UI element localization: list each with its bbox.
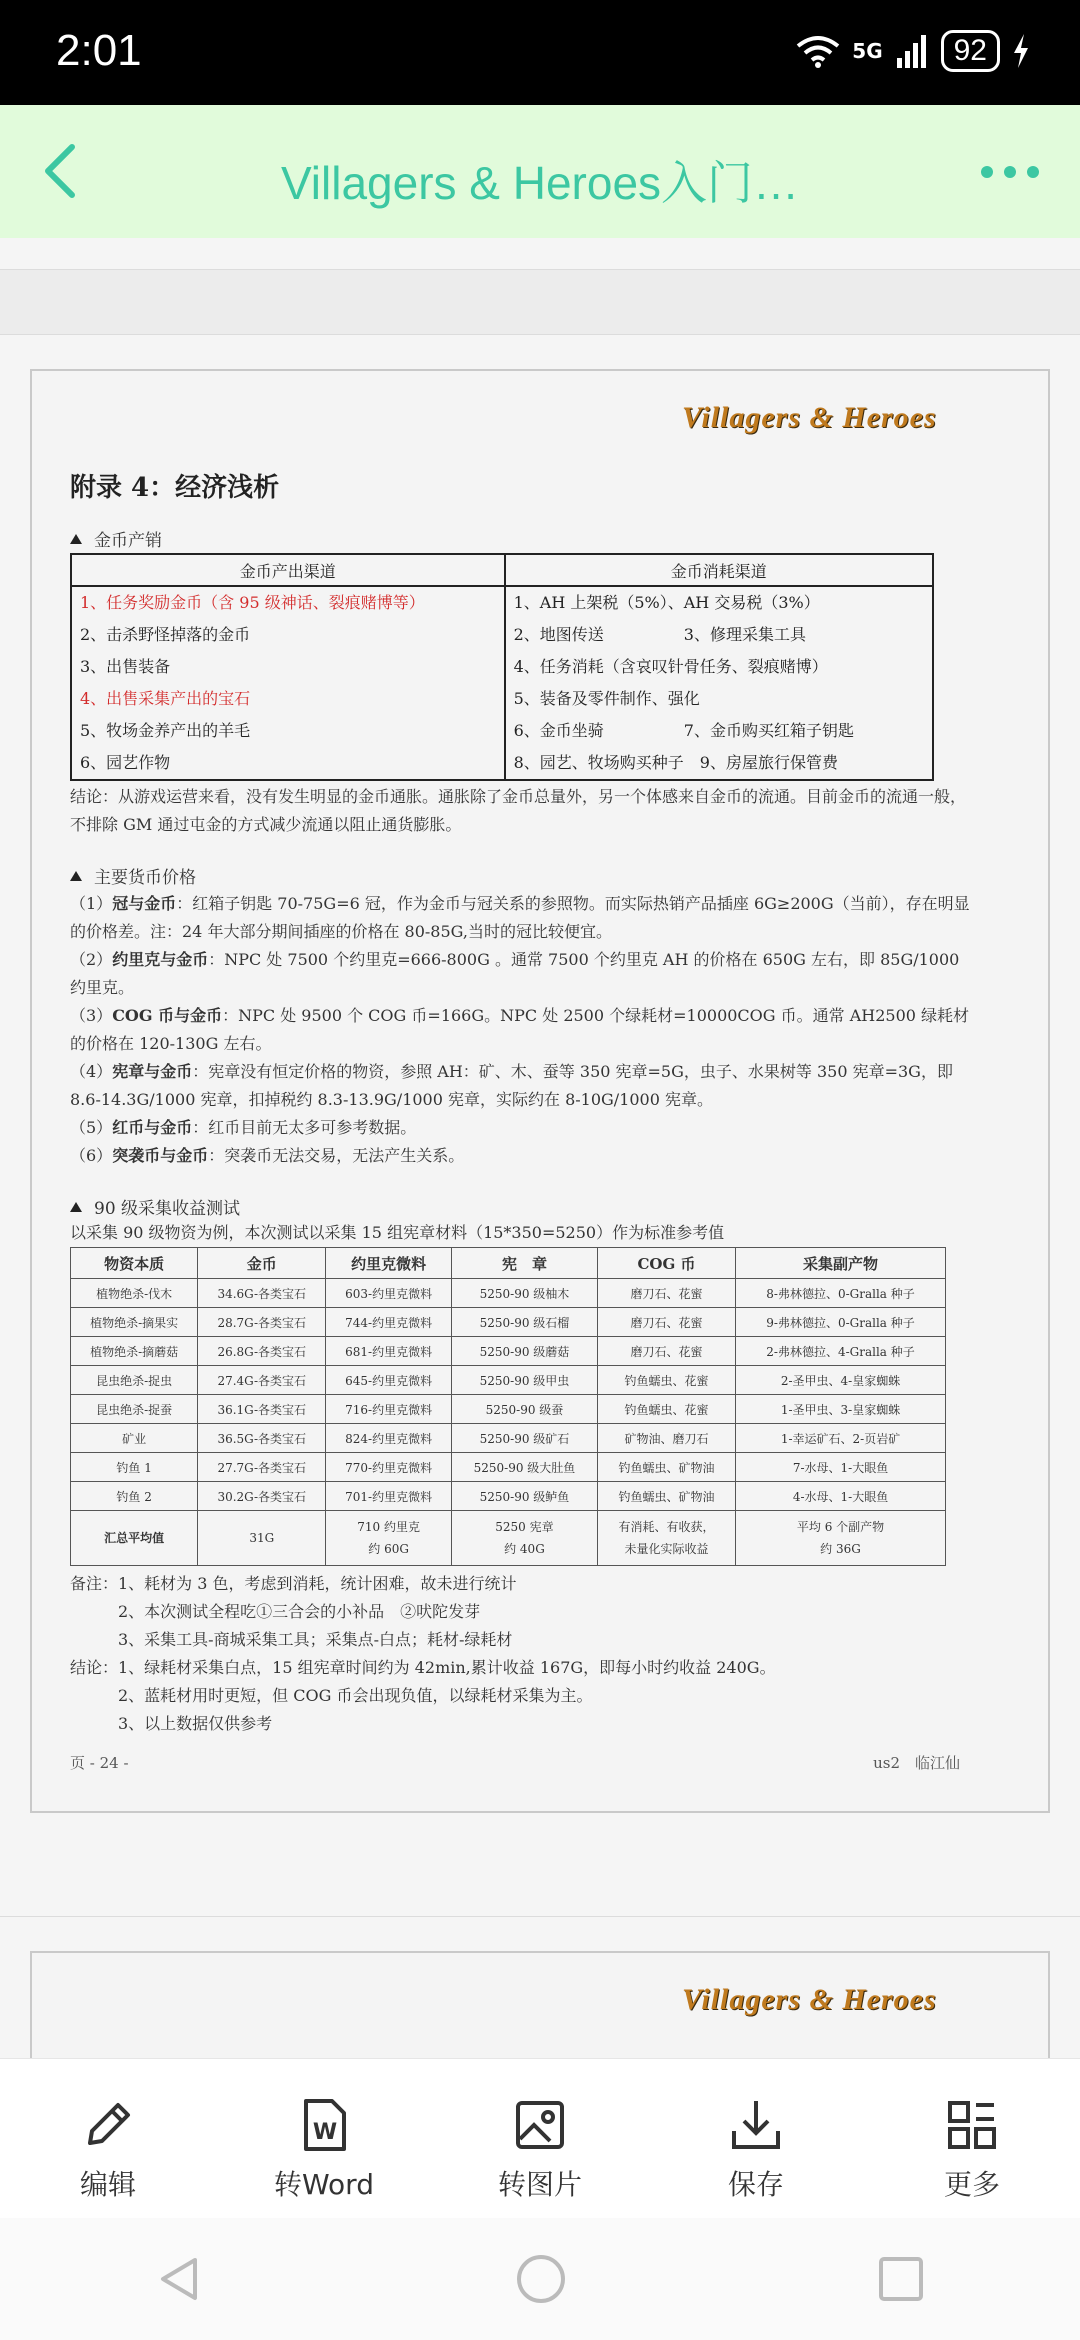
note-line: 3、以上数据仅供参考 xyxy=(70,1714,273,1733)
gold-flow-table xyxy=(70,553,934,781)
table-cell: 716-约里克微料 xyxy=(326,1395,452,1424)
convert-image-button[interactable]: 转图片 xyxy=(450,2059,630,2219)
table-header: 金币产出渠道 xyxy=(71,554,505,586)
wifi-icon xyxy=(796,34,840,68)
table-header: 约里克微料 xyxy=(326,1248,452,1279)
gathering-table xyxy=(70,1247,946,1566)
table-cell: 2-弗林德拉、4-Gralla 种子 xyxy=(736,1337,946,1366)
page-footer xyxy=(70,1752,960,1773)
charging-icon xyxy=(1012,34,1030,68)
consumption-cell: 4、任务消耗（含哀叹针骨任务、裂痕赌博） xyxy=(505,651,933,683)
price-item: （5）红币与金币：红币目前无太多可参考数据。 xyxy=(70,1118,417,1137)
note-line: 2、本次测试全程吃①三合会的小补品 ②吠陀发芽 xyxy=(70,1602,481,1621)
page-content xyxy=(70,467,980,1773)
consumption-cell: 5、装备及零件制作、强化 xyxy=(505,683,933,715)
table-cell: 植物绝杀-摘果实 xyxy=(71,1308,198,1337)
note-line: 3、采集工具-商城采集工具；采集点-白点；耗材-绿耗材 xyxy=(70,1630,513,1649)
table-cell: 5250-90 级石榴 xyxy=(452,1308,598,1337)
table-row xyxy=(71,1279,946,1308)
table-row xyxy=(71,619,933,651)
table-header: 金币消耗渠道 xyxy=(505,554,933,586)
document-page xyxy=(0,334,1080,2058)
table-cell: 8-弗林德拉、0-Gralla 种子 xyxy=(736,1279,946,1308)
table-cell: 2-圣甲虫、4-皇家蜘蛛 xyxy=(736,1366,946,1395)
table-cell: 矿物油、磨刀石 xyxy=(597,1424,735,1453)
previous-page xyxy=(0,238,1080,270)
table-cell: 5250-90 级鲈鱼 xyxy=(452,1482,598,1511)
table-cell: 34.6G-各类宝石 xyxy=(198,1279,326,1308)
table-cell: 770-约里克微料 xyxy=(326,1453,452,1482)
clock: 2:01 xyxy=(56,26,142,75)
section-currency-prices: 主要货币价格 xyxy=(70,863,980,888)
table-cell: 1-幸运矿石、2-页岩矿 xyxy=(736,1424,946,1453)
consumption-cell: 2、地图传送 3、修理采集工具 xyxy=(505,619,933,651)
price-item: （2）约里克与金币：NPC 处 7500 个约里克=666-800G 。通常 7500 个约里克 AH 的价格在 650G 左右，即 85G/1000 约里克。 xyxy=(70,950,960,997)
table-cell: 钓鱼蠕虫、矿物油 xyxy=(597,1453,735,1482)
table-cell: 824-约里克微料 xyxy=(326,1424,452,1453)
battery-indicator: 92 xyxy=(941,30,1000,72)
table-header: 金币 xyxy=(198,1248,326,1279)
average-cell: 平均 6 个副产物 约 36G xyxy=(736,1511,946,1566)
average-cell: 710 约里克 约 60G xyxy=(326,1511,452,1566)
consumption-cell: 8、园艺、牧场购买种子 9、房屋旅行保管费 xyxy=(505,747,933,780)
average-row xyxy=(71,1511,946,1566)
average-cell: 有消耗、有收获， 未量化实际收益 xyxy=(597,1511,735,1566)
table-cell: 27.7G-各类宝石 xyxy=(198,1453,326,1482)
table-cell: 1-圣甲虫、3-皇家蜘蛛 xyxy=(736,1395,946,1424)
table-cell: 植物绝杀-伐木 xyxy=(71,1279,198,1308)
svg-text:W: W xyxy=(312,2120,338,2145)
table-cell: 昆虫绝杀-捉虫 xyxy=(71,1366,198,1395)
more-options-icon[interactable] xyxy=(980,165,1040,179)
production-cell: 3、出售装备 xyxy=(71,651,505,683)
nav-home-icon[interactable] xyxy=(514,2252,568,2306)
table-header: 采集副产物 xyxy=(736,1248,946,1279)
system-nav-bar xyxy=(0,2218,1080,2340)
note-line: 2、蓝耗材用时更短，但 COG 币会出现负值，以绿耗材采集为主。 xyxy=(70,1686,593,1705)
consumption-cell: 6、金币坐骑 7、金币购买红箱子钥匙 xyxy=(505,715,933,747)
nav-recents-icon[interactable] xyxy=(877,2255,925,2303)
table-cell: 681-约里克微料 xyxy=(326,1337,452,1366)
table-cell: 7-水母、1-大眼鱼 xyxy=(736,1453,946,1482)
table-row xyxy=(71,1482,946,1511)
production-cell: 2、击杀野怪掉落的金币 xyxy=(71,619,505,651)
table-row xyxy=(71,747,933,780)
table-cell: 钓鱼 1 xyxy=(71,1453,198,1482)
production-cell: 4、出售采集产出的宝石 xyxy=(71,683,505,715)
production-cell: 5、牧场金养产出的羊毛 xyxy=(71,715,505,747)
price-item: （3）COG 币与金币：NPC 处 9500 个 COG 币=166G。NPC 处 2500 个绿耗材=10000COG 币。通常 AH2500 绿耗材的价格在 120-130G 左右。 xyxy=(70,1006,970,1053)
villagers-heroes-logo: Villagers & Heroes xyxy=(682,401,937,434)
price-item: （6）突袭币与金币：突袭币无法交易，无法产生关系。 xyxy=(70,1146,465,1165)
table-row xyxy=(71,1308,946,1337)
table-cell: 植物绝杀-摘蘑菇 xyxy=(71,1337,198,1366)
next-page xyxy=(0,1916,1080,2058)
save-button[interactable]: 保存 xyxy=(666,2059,846,2219)
document-viewer[interactable] xyxy=(0,238,1080,2058)
table-row xyxy=(71,683,933,715)
note-line: 备注：1、耗材为 3 色，考虑到消耗，统计困难，故未进行统计 xyxy=(70,1574,517,1593)
download-icon xyxy=(726,2095,786,2155)
signal-icon xyxy=(895,34,929,68)
test-intro: 以采集 90 级物资为例，本次测试以采集 15 组宪章材料（15*350=5250）作为标准参考值 xyxy=(70,1223,725,1242)
table-cell: 5250-90 级蘑菇 xyxy=(452,1337,598,1366)
table-cell: 5250-90 级蚕 xyxy=(452,1395,598,1424)
table-header: 宪 章 xyxy=(452,1248,598,1279)
bullet-triangle-icon xyxy=(70,534,82,544)
section-gold-flow: 金币产销 xyxy=(70,526,980,551)
table-cell: 36.1G-各类宝石 xyxy=(198,1395,326,1424)
table-row xyxy=(71,1366,946,1395)
average-cell: 汇总平均值 xyxy=(71,1511,198,1566)
section-gathering-test: 90 级采集收益测试 xyxy=(70,1194,980,1219)
convert-word-button[interactable]: W 转Word xyxy=(234,2059,414,2219)
table-cell: 磨刀石、花蜜 xyxy=(597,1279,735,1308)
table-cell: 5250-90 级甲虫 xyxy=(452,1366,598,1395)
word-icon xyxy=(294,2095,354,2155)
table-cell: 矿业 xyxy=(71,1424,198,1453)
table-cell: 27.4G-各类宝石 xyxy=(198,1366,326,1395)
app-header xyxy=(0,105,1080,238)
status-icons xyxy=(796,30,1030,72)
average-cell: 31G xyxy=(198,1511,326,1566)
nav-back-icon[interactable] xyxy=(155,2254,205,2304)
table-cell: 26.8G-各类宝石 xyxy=(198,1337,326,1366)
price-item: （4）宪章与金币：宪章没有恒定价格的物资，参照 AH：矿、木、蚕等 350 宪章=5G，虫子、水果树等 350 宪章=3G，即 8.6-14.3G/1000 宪章，扣掉税约 8.3-13.9G/1000 宪章，实际约在 8-10G/1000 宪章。 xyxy=(70,1062,953,1109)
table-cell: 30.2G-各类宝石 xyxy=(198,1482,326,1511)
table-cell: 4-水母、1-大眼鱼 xyxy=(736,1482,946,1511)
table-cell: 603-约里克微料 xyxy=(326,1279,452,1308)
villagers-heroes-logo: Villagers & Heroes xyxy=(682,1983,937,2016)
more-button[interactable]: 更多 xyxy=(882,2059,1062,2219)
grid-icon xyxy=(942,2095,1002,2155)
table-cell: 28.7G-各类宝石 xyxy=(198,1308,326,1337)
production-cell: 1、任务奖励金币（含 95 级神话、裂痕赌博等） xyxy=(71,586,505,619)
status-bar xyxy=(0,0,1080,105)
consumption-cell: 1、AH 上架税（5%）、AH 交易税（3%） xyxy=(505,586,933,619)
table-cell: 9-弗林德拉、0-Gralla 种子 xyxy=(736,1308,946,1337)
table-cell: 645-约里克微料 xyxy=(326,1366,452,1395)
page-number: 页 - 24 - xyxy=(70,1754,129,1772)
table-cell: 钓鱼 2 xyxy=(71,1482,198,1511)
table-row xyxy=(71,651,933,683)
bullet-triangle-icon xyxy=(70,871,82,881)
table-header: 物资本质 xyxy=(71,1248,198,1279)
table-cell: 磨刀石、花蜜 xyxy=(597,1308,735,1337)
table-row xyxy=(71,1424,946,1453)
appendix-title: 附录 4：经济浅析 xyxy=(70,473,280,503)
table-header: COG 币 xyxy=(597,1248,735,1279)
table-row xyxy=(71,1395,946,1424)
table-cell: 5250-90 级柚木 xyxy=(452,1279,598,1308)
table-cell: 701-约里克微料 xyxy=(326,1482,452,1511)
table-row xyxy=(71,1453,946,1482)
table-row xyxy=(71,586,933,619)
average-cell: 5250 宪章 约 40G xyxy=(452,1511,598,1566)
edit-button[interactable]: 编辑 xyxy=(18,2059,198,2219)
conclusion-paragraph: 结论：从游戏运营来看，没有发生明显的金币通胀。通胀除了金币总量外，另一个体感来自金币的流通。目前金币的流通一般，不排除 GM 通过屯金的方式减少流通以阻止通货膨胀。 xyxy=(70,787,967,834)
network-type: 5G xyxy=(852,39,883,63)
document-title: Villagers & Heroes入门… xyxy=(280,157,800,209)
author-credit: us2 临江仙 xyxy=(873,1754,960,1772)
price-list xyxy=(70,890,980,1170)
table-cell: 钓鱼蠕虫、矿物油 xyxy=(597,1482,735,1511)
table-cell: 磨刀石、花蜜 xyxy=(597,1337,735,1366)
table-cell: 钓鱼蠕虫、花蜜 xyxy=(597,1366,735,1395)
table-cell: 36.5G-各类宝石 xyxy=(198,1424,326,1453)
notes-block xyxy=(70,1570,980,1738)
table-row xyxy=(71,1337,946,1366)
image-icon xyxy=(510,2095,570,2155)
price-item: （1）冠与金币：红箱子钥匙 70-75G=6 冠，作为金币与冠关系的参照物。而实际热销产品插座 6G≥200G（当前），存在明显的价格差。注：24 年大部分期间插座的价格在 80-85G,当时的冠比较便宜。 xyxy=(70,894,970,941)
table-row xyxy=(71,715,933,747)
table-cell: 5250-90 级大肚鱼 xyxy=(452,1453,598,1482)
table-cell: 昆虫绝杀-捉蚕 xyxy=(71,1395,198,1424)
table-cell: 5250-90 级矿石 xyxy=(452,1424,598,1453)
back-arrow-icon[interactable] xyxy=(36,141,86,201)
note-line: 结论：1、绿耗材采集白点，15 组宪章时间约为 42min,累计收益 167G，即每小时约收益 240G。 xyxy=(70,1658,776,1677)
bottom-toolbar xyxy=(0,2058,1080,2219)
table-cell: 钓鱼蠕虫、花蜜 xyxy=(597,1395,735,1424)
bullet-triangle-icon xyxy=(70,1202,82,1212)
table-cell: 744-约里克微料 xyxy=(326,1308,452,1337)
pencil-icon xyxy=(78,2095,138,2155)
production-cell: 6、园艺作物 xyxy=(71,747,505,780)
